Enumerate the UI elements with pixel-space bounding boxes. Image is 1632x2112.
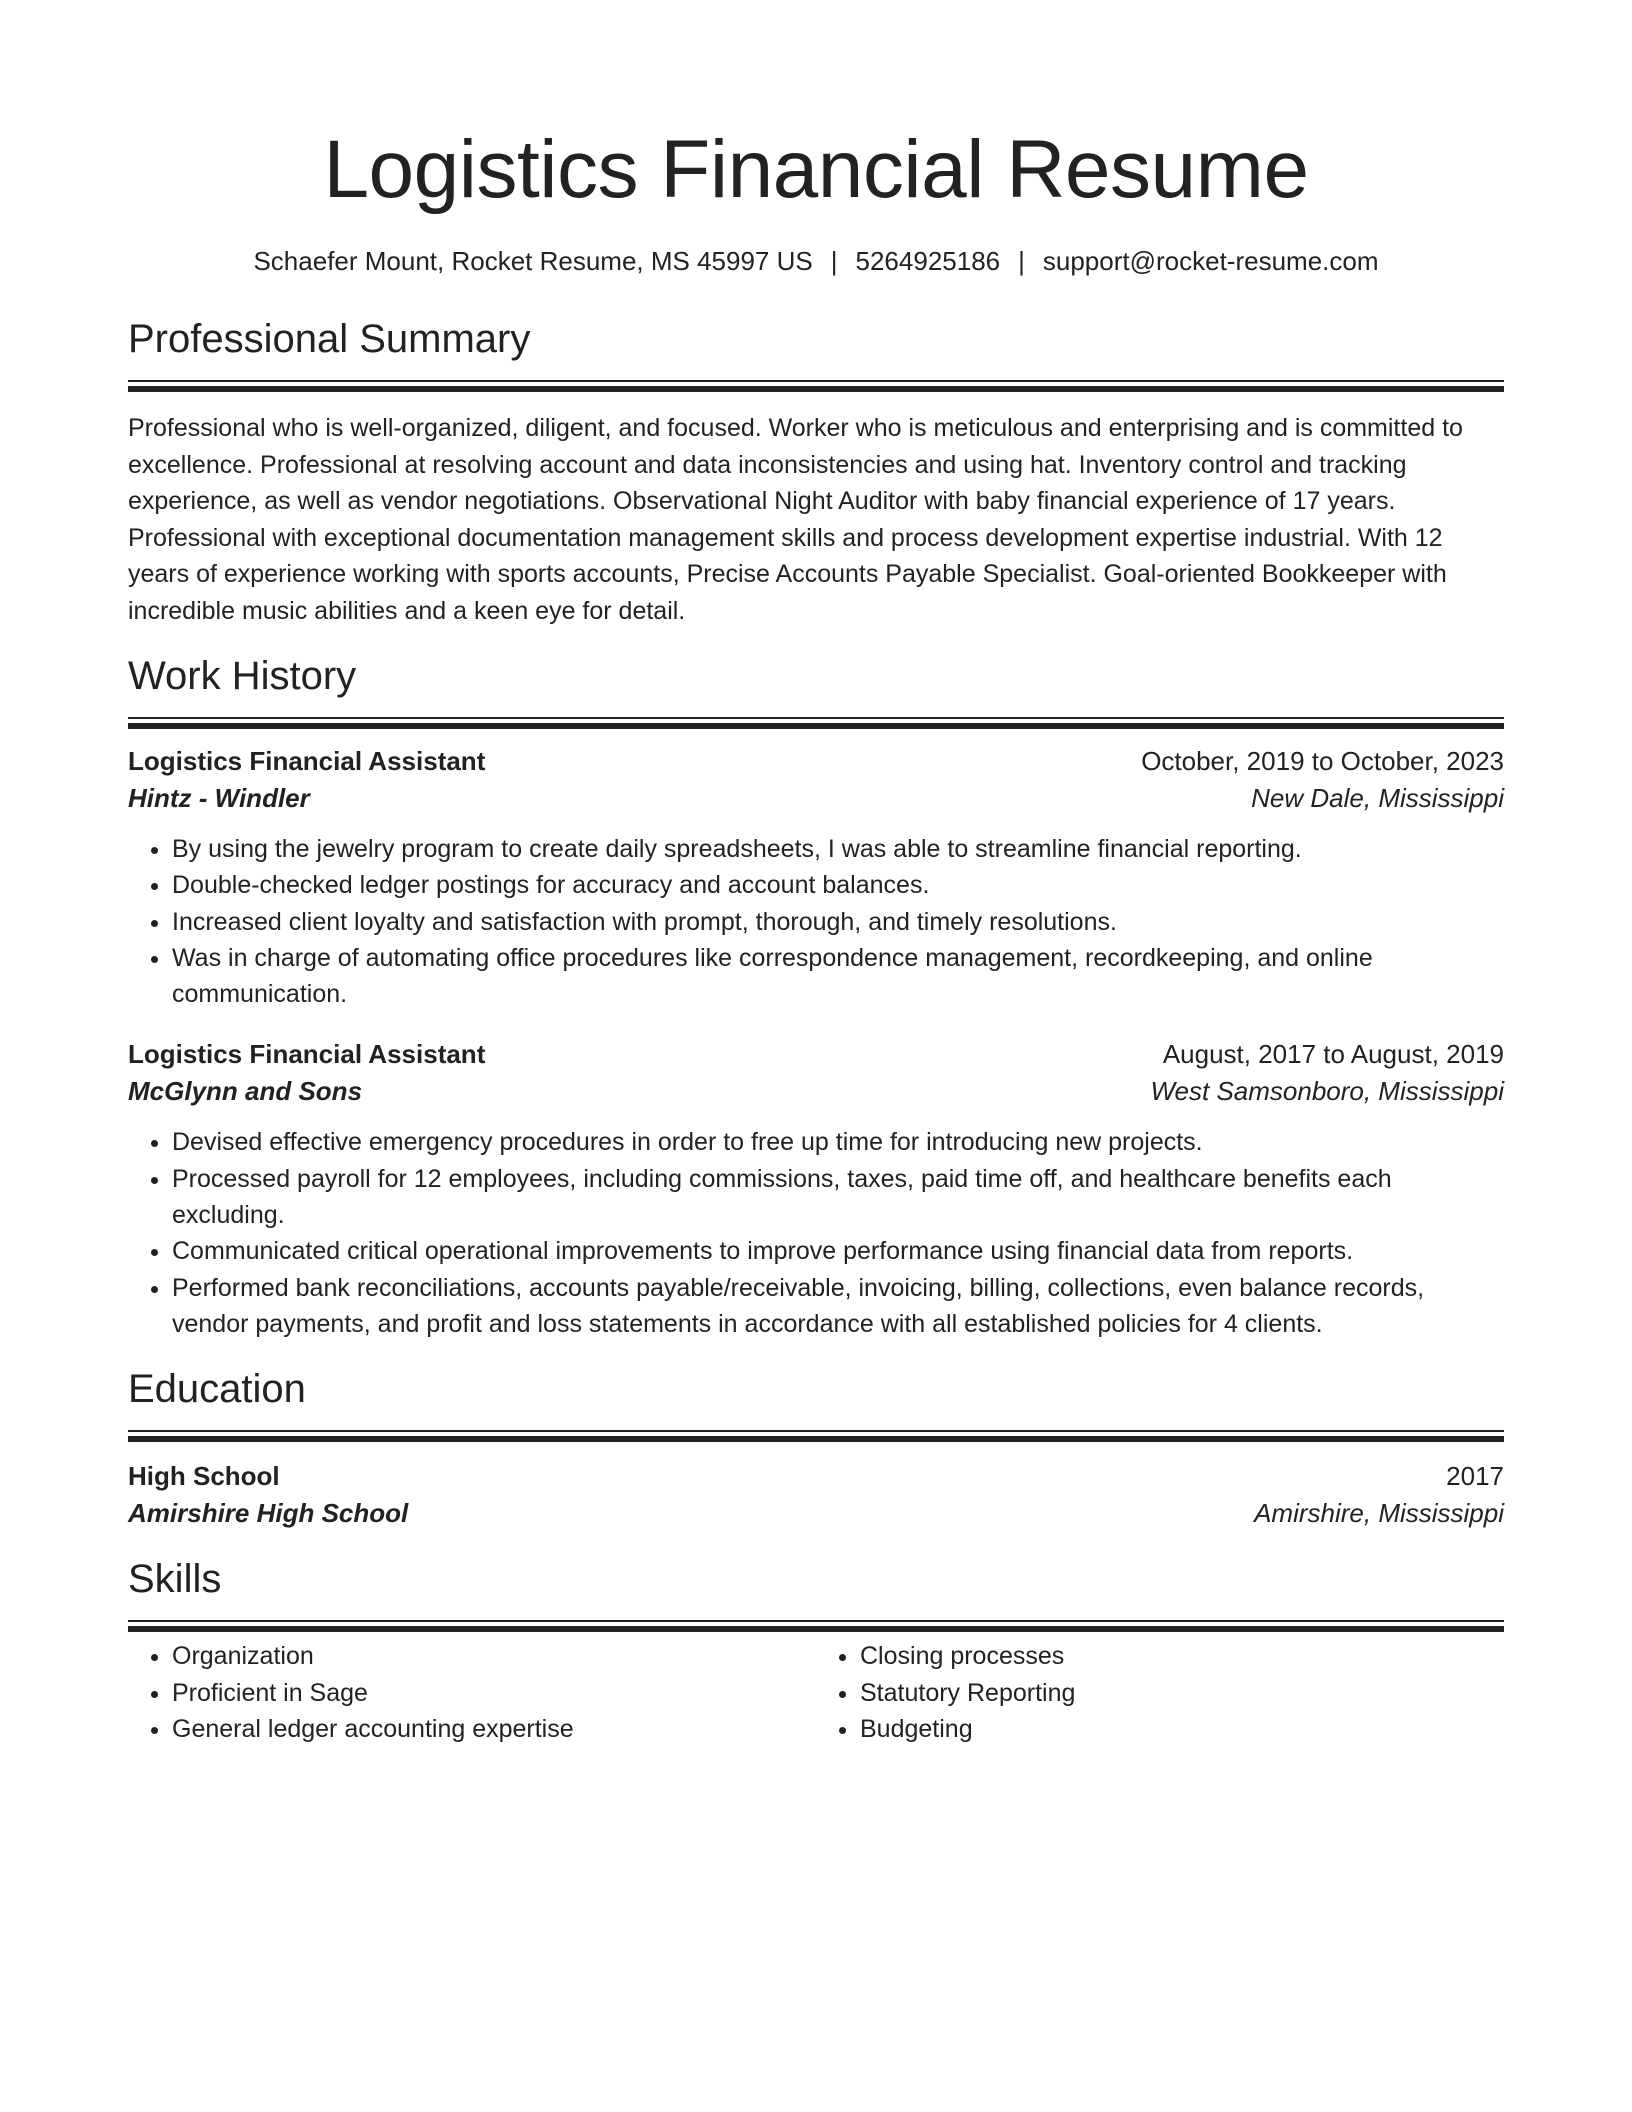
section-divider (128, 717, 1504, 729)
skill-item: • General ledger accounting expertise (172, 1711, 816, 1747)
education-section (128, 1364, 1504, 1532)
job-dates: August, 2017 to August, 2019 (1162, 1039, 1504, 1070)
contact-separator: | (1018, 246, 1025, 276)
work-history-section (128, 651, 1504, 1342)
job-company: McGlynn and Sons (128, 1076, 363, 1107)
section-divider (128, 380, 1504, 392)
skill-item: • Closing processes (860, 1638, 1504, 1674)
section-divider (128, 1430, 1504, 1442)
job-bullet: • Processed payroll for 12 employees, including commissions, taxes, paid time off, and healthcare benefits each excluding. (172, 1161, 1504, 1234)
job-location: New Dale, Mississippi (1251, 783, 1504, 813)
job-company: Hintz - Windler (128, 783, 310, 813)
skill-item: • Statutory Reporting (860, 1675, 1504, 1711)
skills-column-left (128, 1638, 816, 1747)
job-bullet: • Double-checked ledger postings for accuracy and account balances. (172, 867, 1504, 903)
job-bullet: • By using the jewelry program to create daily spreadsheets, I was able to streamline financial reporting. (172, 831, 1504, 867)
education-school: Amirshire High School (128, 1498, 409, 1529)
job-title: Logistics Financial Assistant (128, 1039, 486, 1070)
skill-item: • Budgeting (860, 1711, 1504, 1747)
education-degree: High School (128, 1461, 280, 1492)
skills-grid (128, 1638, 1504, 1747)
skills-section (128, 1554, 1504, 1747)
job-title: Logistics Financial Assistant (128, 746, 486, 776)
summary-heading: Professional Summary (128, 317, 531, 361)
job-bullets (128, 831, 1504, 1012)
job-bullet: • Increased client loyalty and satisfaction with prompt, thorough, and timely resolutions. (172, 904, 1504, 940)
resume-title: Logistics Financial Resume (323, 124, 1309, 215)
skill-item: • Proficient in Sage (172, 1675, 816, 1711)
job-bullet: • Was in charge of automating office procedures like correspondence management, recordkeeping, and online communication. (172, 940, 1504, 1013)
job-bullet: • Performed bank reconciliations, accounts payable/receivable, invoicing, billing, collections, even balance records, vendor payments, and profit and loss statements in accordance with all established policies for 4 clients. (172, 1270, 1504, 1343)
section-divider (128, 1620, 1504, 1632)
contact-line (128, 244, 1504, 278)
education-year: 2017 (1446, 1461, 1504, 1492)
job-location: West Samsonboro, Mississippi (1150, 1076, 1504, 1107)
summary-section (128, 314, 1504, 629)
job-dates: October, 2019 to October, 2023 (1141, 746, 1504, 776)
skills-heading: Skills (128, 1557, 222, 1602)
job-bullet: • Communicated critical operational improvements to improve performance using financial data from reports. (172, 1233, 1504, 1269)
job-entry (128, 743, 1504, 1012)
job-bullet: • Devised effective emergency procedures in order to free up time for introducing new projects. (172, 1124, 1504, 1160)
skills-column-right (816, 1638, 1504, 1747)
education-heading: Education (128, 1367, 306, 1412)
contact-phone: 5264925186 (855, 246, 1001, 276)
job-entry (128, 1036, 1504, 1342)
contact-email: support@rocket-resume.com (1042, 246, 1379, 276)
education-entry (128, 1458, 1504, 1532)
job-bullets (128, 1124, 1504, 1342)
skill-item: • Organization (172, 1638, 816, 1674)
contact-separator: | (830, 246, 838, 276)
summary-text: Professional who is well-organized, diligent, and focused. Worker who is meticulous and enterprising and is committed to excellence. Professional at resolving account and data inconsistencies and using hat. Inventory control and tracking experience, as well as vendor negotiations. Observational Night Auditor with baby financial experience of 17 years. Professional with exceptional documentation management skills and process development expertise industrial. With 12 years of experience working with sports accounts, Precise Accounts Payable Specialist. Goal-oriented Bookkeeper with incredible music abilities and a keen eye for detail. (128, 414, 1463, 625)
education-location: Amirshire, Mississippi (1254, 1498, 1504, 1529)
contact-address: Schaefer Mount, Rocket Resume, MS 45997 US (253, 246, 813, 276)
work-history-heading: Work History (128, 654, 357, 698)
